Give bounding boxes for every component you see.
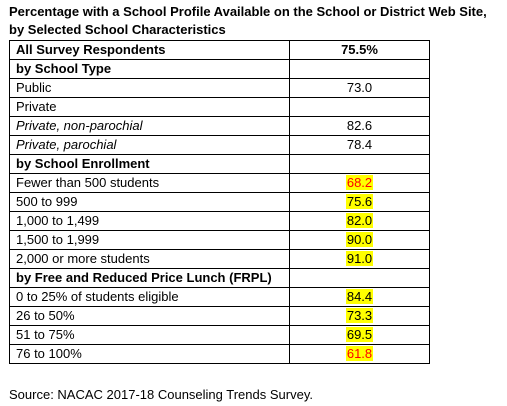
- table-row: [10, 288, 430, 307]
- row-label: 1,500 to 1,999: [10, 231, 290, 250]
- row-label: 76 to 100%: [10, 345, 290, 364]
- section-header-row: [10, 269, 430, 288]
- table-row: [10, 250, 430, 269]
- section-header-row: [10, 60, 430, 79]
- table-row: [10, 231, 430, 250]
- section-header: by Free and Reduced Price Lunch (FRPL): [10, 269, 290, 288]
- row-value: 73.0: [290, 79, 430, 98]
- table-row: [10, 174, 430, 193]
- highlighted-value: 68.2: [346, 175, 373, 190]
- table-row: [10, 193, 430, 212]
- highlighted-value: 73.3: [346, 308, 373, 323]
- highlighted-value: 75.6: [346, 194, 373, 209]
- table-row: [10, 117, 430, 136]
- row-label: Private: [10, 98, 290, 117]
- section-header-row: [10, 155, 430, 174]
- highlighted-value: 84.4: [346, 289, 373, 304]
- row-label: Private, non-parochial: [10, 117, 290, 136]
- row-label: 0 to 25% of students eligible: [10, 288, 290, 307]
- school-profile-table: [9, 40, 430, 364]
- table-row: [10, 212, 430, 231]
- row-value: [290, 155, 430, 174]
- row-value: 75.5%: [290, 41, 430, 60]
- row-label: 500 to 999: [10, 193, 290, 212]
- highlighted-value: 69.5: [346, 327, 373, 342]
- row-label: 2,000 or more students: [10, 250, 290, 269]
- row-label: 1,000 to 1,499: [10, 212, 290, 231]
- row-value: [290, 98, 430, 117]
- row-label: Public: [10, 79, 290, 98]
- source-note: Source: NACAC 2017-18 Counseling Trends Survey.: [9, 387, 313, 402]
- row-label: Fewer than 500 students: [10, 174, 290, 193]
- section-header: by School Enrollment: [10, 155, 290, 174]
- row-label: 51 to 75%: [10, 326, 290, 345]
- highlighted-value: 82.0: [346, 213, 373, 228]
- highlighted-value: 91.0: [346, 251, 373, 266]
- row-label: All Survey Respondents: [10, 41, 290, 60]
- table-title: Percentage with a School Profile Available on the School or District Web Site, by Selected School Characteristics: [9, 4, 487, 37]
- row-value: 82.6: [290, 117, 430, 136]
- row-label: Private, parochial: [10, 136, 290, 155]
- row-value: 78.4: [290, 136, 430, 155]
- table-row: [10, 326, 430, 345]
- table-row: [10, 345, 430, 364]
- highlighted-value: 61.8: [346, 346, 373, 361]
- row-label: 26 to 50%: [10, 307, 290, 326]
- table-row: [10, 136, 430, 155]
- table-row: [10, 307, 430, 326]
- row-value: [290, 60, 430, 79]
- table-row: [10, 79, 430, 98]
- row-value: [290, 269, 430, 288]
- table-row: [10, 41, 430, 60]
- section-header: by School Type: [10, 60, 290, 79]
- table-row: [10, 98, 430, 117]
- highlighted-value: 90.0: [346, 232, 373, 247]
